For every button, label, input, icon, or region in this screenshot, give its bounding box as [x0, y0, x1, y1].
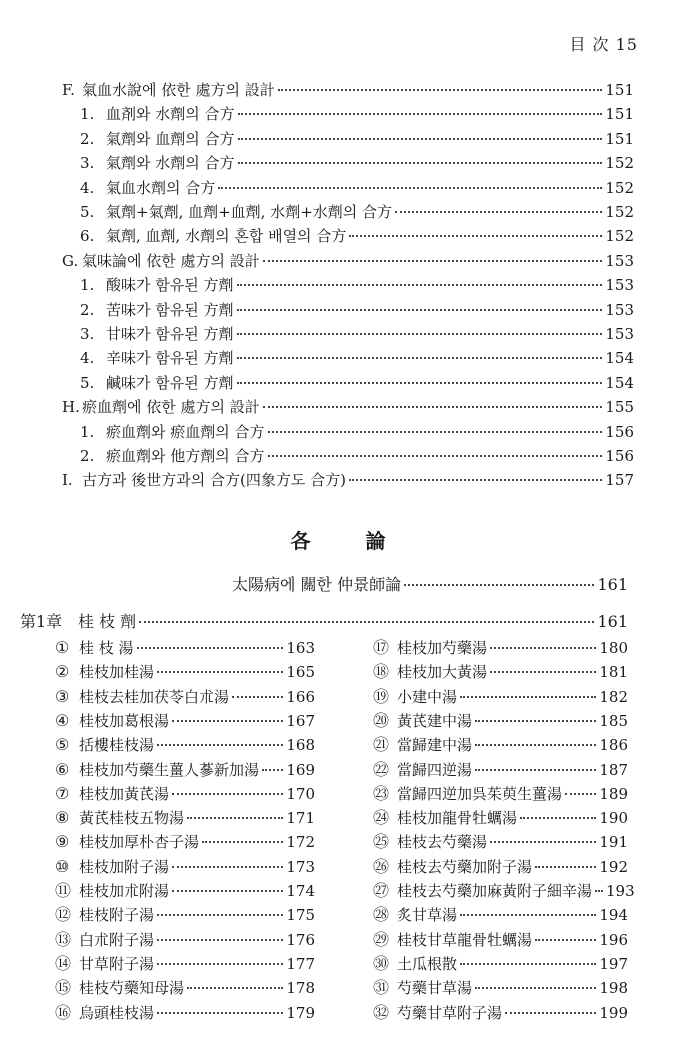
entry-number: 1.	[80, 422, 95, 441]
entry-number: 5.	[80, 203, 95, 221]
dot-leader	[237, 382, 603, 384]
entry-page: 153	[605, 251, 634, 270]
entry-label: 氣劑+氣劑, 血劑+血劑, 水劑+水劑의 合方	[106, 203, 393, 221]
entry-circled-number: ㉚	[373, 953, 390, 973]
formula-entry-row	[373, 759, 628, 781]
dot-leader	[395, 211, 602, 213]
entry-page: 169	[286, 760, 315, 779]
toc-subsection-row	[80, 225, 634, 247]
entry-page: 153	[605, 325, 634, 343]
entry-number: 5.	[80, 373, 95, 392]
entry-number: 3.	[80, 325, 95, 343]
dot-leader	[349, 479, 602, 481]
entry-circled-number: ㉜	[373, 1002, 390, 1022]
formula-entry-row	[373, 977, 628, 999]
entry-page: 196	[599, 930, 628, 949]
entry-number: G.	[62, 251, 79, 270]
entry-label: 桂枝加朮附湯	[79, 882, 170, 900]
dot-leader	[520, 817, 596, 819]
entry-number: I.	[62, 471, 73, 490]
dot-leader	[172, 720, 283, 722]
entry-label: 烏頭桂枝湯	[79, 1003, 155, 1022]
entry-label: 當歸建中湯	[397, 736, 473, 755]
dot-leader	[218, 187, 602, 189]
toc-subsection-row	[80, 323, 634, 345]
formula-entry-row	[55, 1002, 315, 1024]
entry-page: 187	[599, 760, 628, 779]
dot-leader	[535, 866, 596, 868]
formula-entry-row	[373, 880, 635, 902]
entry-page: 191	[599, 833, 628, 852]
entry-label: 桂枝加芍藥湯	[397, 639, 488, 657]
entry-label: 桂枝芍藥知母湯	[79, 979, 185, 998]
entry-page: 166	[286, 687, 315, 706]
entry-label: 當歸四逆加呉茱萸生薑湯	[397, 784, 563, 803]
formula-entry-row	[373, 807, 628, 829]
formula-entry-row	[55, 686, 315, 708]
entry-label: 桂枝甘草龍骨牡蠣湯	[397, 930, 533, 949]
toc-subsection-row	[80, 177, 634, 199]
entry-page: 165	[286, 663, 315, 682]
entry-page: 151	[605, 81, 634, 99]
formula-entry-row	[55, 783, 315, 805]
entry-circled-number: ⑮	[55, 978, 72, 998]
chapter-label: 桂 枝 劑	[78, 612, 137, 631]
entry-label: 桂枝加芍藥生薑人蔘新加湯	[79, 760, 260, 779]
entry-page: 194	[599, 906, 628, 925]
dot-leader	[262, 769, 283, 771]
entry-page: 186	[599, 736, 628, 755]
entry-page: 152	[605, 227, 634, 246]
toc-subsection-row	[80, 274, 634, 296]
dot-leader	[268, 455, 603, 457]
entry-page: 173	[286, 857, 315, 876]
entry-page: 171	[286, 809, 315, 828]
entry-number: 2.	[80, 129, 95, 148]
formula-entry-row	[373, 783, 628, 805]
formula-entry-row	[373, 734, 628, 756]
entry-page: 189	[599, 784, 628, 803]
dot-leader	[475, 769, 596, 771]
entry-page: 190	[599, 809, 628, 828]
dot-leader	[263, 406, 603, 408]
dot-leader	[460, 914, 596, 916]
entry-circled-number: ⑲	[373, 686, 390, 706]
formula-entry-row	[55, 734, 315, 756]
dot-leader	[157, 1012, 283, 1014]
entry-label: 氣血水說에 依한 處方의 設計	[82, 81, 275, 99]
chapter-page: 161	[597, 612, 628, 631]
dot-leader	[157, 744, 283, 746]
entry-circled-number: ㉕	[373, 832, 390, 852]
dot-leader	[232, 696, 283, 698]
toc-subsection-row	[80, 421, 634, 443]
formula-entry-row	[373, 1002, 628, 1024]
entry-circled-number: ⑱	[373, 662, 390, 682]
dot-leader	[475, 987, 596, 989]
entry-number: 1.	[80, 105, 95, 124]
entry-page: 193	[606, 882, 635, 900]
dot-leader	[565, 793, 596, 795]
dot-leader	[157, 671, 283, 673]
entry-page: 153	[605, 300, 634, 319]
entry-page: 174	[286, 882, 315, 900]
entry-page: 192	[599, 857, 628, 876]
dot-leader	[137, 647, 284, 649]
toc-section-row	[62, 396, 634, 418]
entry-label: 桂枝去芍藥湯	[397, 833, 488, 852]
dot-leader	[172, 890, 283, 892]
entry-page: 155	[605, 398, 634, 417]
dot-leader	[263, 260, 603, 262]
entry-page: 163	[286, 639, 315, 657]
entry-label: 桂枝加黃芪湯	[79, 784, 170, 803]
entry-label: 桂枝去桂加茯苓白朮湯	[79, 687, 230, 706]
entry-page: 156	[605, 422, 634, 441]
running-header: 目 次 15	[569, 35, 638, 54]
formula-entry-row	[373, 953, 628, 975]
formula-entry-row	[55, 977, 315, 999]
entry-label: 氣劑와 血劑의 合方	[106, 129, 235, 148]
entry-page: 185	[599, 711, 628, 730]
dot-leader	[237, 333, 603, 335]
entry-page: 177	[286, 954, 315, 973]
formula-entry-row	[373, 637, 628, 659]
entry-circled-number: ①	[55, 638, 70, 657]
entry-label: 桂枝加附子湯	[79, 857, 170, 876]
dot-leader	[349, 235, 602, 237]
entry-label: 血剤와 水劑의 合方	[106, 105, 235, 124]
chapter-row	[20, 611, 628, 633]
entry-label: 桂枝去芍藥加麻黃附子細辛湯	[397, 882, 593, 900]
formula-entry-row	[55, 637, 315, 659]
entry-label: 當歸四逆湯	[397, 760, 473, 779]
entry-page: 152	[605, 154, 634, 173]
dot-leader	[139, 621, 594, 623]
entry-page: 157	[605, 471, 634, 490]
entry-page: 153	[605, 276, 634, 295]
entry-number: 4.	[80, 349, 95, 368]
entry-label: 鹹味가 함유된 方劑	[106, 373, 234, 392]
formula-entry-row	[55, 953, 315, 975]
entry-number: 2.	[80, 300, 95, 319]
entry-label: 古方과 後世方과의 合方(四象方도 合方)	[82, 471, 346, 490]
entry-label: 桂枝去芍藥加附子湯	[397, 857, 533, 876]
entry-label: 炙甘草湯	[397, 906, 458, 925]
formula-entry-row	[55, 856, 315, 878]
entry-circled-number: ㉒	[373, 759, 390, 779]
dot-leader	[475, 720, 596, 722]
entry-circled-number: ⑪	[55, 881, 72, 900]
entry-page: 180	[599, 639, 628, 657]
formula-entry-row	[55, 710, 315, 732]
entry-page: 152	[605, 203, 634, 221]
entry-page: 178	[286, 979, 315, 998]
dot-leader	[268, 431, 603, 433]
entry-page: 172	[286, 833, 315, 852]
entry-label: 氣血水劑의 合方	[106, 178, 216, 197]
entry-circled-number: ⑫	[55, 905, 72, 925]
entry-number: H.	[62, 398, 80, 417]
entry-page: 182	[599, 687, 628, 706]
entry-page: 175	[286, 906, 315, 925]
toc-subsection-row	[80, 347, 634, 369]
entry-number: F.	[62, 81, 75, 99]
entry-label: 芍藥甘草附子湯	[397, 1003, 503, 1022]
entry-circled-number: ⑧	[55, 808, 70, 828]
formula-entry-row	[55, 759, 315, 781]
dot-leader	[202, 841, 283, 843]
dot-leader	[157, 963, 283, 965]
toc-subsection-row	[80, 201, 634, 223]
entry-label: 桂枝加葛根湯	[79, 711, 170, 730]
entry-label: 桂枝加桂湯	[79, 663, 155, 682]
entry-page: 197	[599, 954, 628, 973]
entry-label: 小建中湯	[397, 687, 458, 706]
entry-circled-number: ⑥	[55, 759, 70, 779]
entry-circled-number: ⑦	[55, 783, 70, 803]
dot-leader	[535, 939, 596, 941]
entry-page: 168	[286, 736, 315, 755]
entry-label: 氣味論에 依한 處方의 設計	[82, 251, 260, 270]
formula-entry-row	[55, 880, 315, 902]
entry-page: 154	[605, 349, 634, 368]
entry-number: 4.	[80, 178, 95, 197]
entry-circled-number: ⑰	[373, 638, 390, 657]
formula-entry-row	[55, 661, 315, 683]
part-title: 各 論	[290, 529, 410, 553]
formula-entry-row	[373, 686, 628, 708]
dot-leader	[475, 744, 596, 746]
entry-label: 土瓜根散	[397, 954, 458, 973]
entry-page: 179	[286, 1003, 315, 1022]
entry-circled-number: ㉖	[373, 856, 390, 876]
dot-leader	[187, 987, 283, 989]
chapter-number: 第1章	[20, 612, 63, 631]
dot-leader	[404, 584, 594, 586]
dot-leader	[172, 866, 283, 868]
entry-label: 苦味가 함유된 方劑	[106, 300, 234, 319]
dot-leader	[237, 357, 603, 359]
entry-label: 甘味가 함유된 方劑	[106, 325, 234, 343]
entry-label: 桂枝加大黃湯	[397, 663, 488, 682]
entry-label: 黃芪桂枝五物湯	[79, 809, 185, 828]
formula-entry-row	[55, 831, 315, 853]
toc-subsection-row	[80, 128, 634, 150]
entry-label: 白朮附子湯	[79, 930, 155, 949]
entry-circled-number: ⑬	[55, 929, 72, 949]
entry-page: 167	[286, 711, 315, 730]
entry-label: 辛味가 함유된 方劑	[106, 349, 234, 368]
dot-leader	[157, 914, 283, 916]
formula-entry-row	[373, 856, 628, 878]
entry-circled-number: ⑳	[373, 710, 390, 730]
entry-label: 甘草附子湯	[79, 954, 155, 973]
entry-page: 154	[605, 373, 634, 392]
formula-entry-row	[55, 807, 315, 829]
entry-label: 瘀血劑와 他方劑의 合方	[106, 447, 265, 465]
dot-leader	[490, 671, 596, 673]
entry-number: 1.	[80, 276, 95, 295]
dot-leader	[187, 817, 283, 819]
entry-label: 桂 枝 湯	[79, 639, 134, 657]
dot-leader	[505, 1012, 596, 1014]
entry-page: 151	[605, 105, 634, 124]
entry-label: 桂枝加厚朴杏子湯	[79, 833, 200, 852]
toc-subsection-row	[80, 152, 634, 174]
toc-subsection-row	[80, 372, 634, 394]
formula-entry-row	[373, 831, 628, 853]
subpart-page: 161	[597, 575, 628, 594]
entry-page: 156	[605, 447, 634, 465]
entry-circled-number: ㉛	[373, 978, 390, 998]
toc-section-row	[62, 469, 634, 491]
entry-label: 氣劑, 血劑, 水劑의 혼합 배열의 合方	[106, 227, 347, 246]
entry-circled-number: ㉘	[373, 905, 390, 925]
entry-circled-number: ④	[55, 710, 70, 730]
subpart-row	[232, 574, 628, 596]
entry-label: 芍藥甘草湯	[397, 979, 473, 998]
entry-circled-number: ⑯	[55, 1002, 72, 1022]
formula-entry-row	[373, 929, 628, 951]
dot-leader	[238, 113, 603, 115]
entry-label: 瘀血劑와 瘀血劑의 合方	[106, 422, 265, 441]
entry-label: 瘀血劑에 依한 處方의 設計	[82, 398, 260, 417]
toc-subsection-row	[80, 445, 634, 467]
dot-leader	[238, 138, 603, 140]
dot-leader	[490, 841, 596, 843]
formula-entry-row	[373, 904, 628, 926]
entry-label: 桂枝加龍骨牡蠣湯	[397, 809, 518, 828]
dot-leader	[172, 793, 283, 795]
formula-entry-row	[373, 710, 628, 732]
entry-circled-number: ③	[55, 686, 70, 706]
entry-circled-number: ㉑	[373, 735, 390, 755]
formula-entry-row	[373, 661, 628, 683]
entry-page: 181	[599, 663, 628, 682]
dot-leader	[460, 963, 596, 965]
entry-label: 桂枝附子湯	[79, 906, 155, 925]
entry-circled-number: ⑩	[55, 856, 70, 876]
entry-circled-number: ②	[55, 662, 70, 682]
entry-page: 199	[599, 1003, 628, 1022]
dot-leader	[238, 162, 603, 164]
dot-leader	[278, 89, 603, 91]
dot-leader	[157, 939, 283, 941]
dot-leader	[490, 647, 596, 649]
entry-circled-number: ⑤	[55, 735, 70, 755]
entry-page: 170	[286, 784, 315, 803]
toc-section-row	[62, 79, 634, 101]
entry-page: 152	[605, 178, 634, 197]
entry-page: 151	[605, 129, 634, 148]
entry-label: 酸味가 함유된 方劑	[106, 276, 234, 295]
formula-entry-row	[55, 929, 315, 951]
dot-leader	[237, 284, 603, 286]
toc-section-row	[62, 250, 634, 272]
entry-label: 括樓桂枝湯	[79, 736, 155, 755]
entry-circled-number: ㉗	[373, 881, 390, 900]
toc-subsection-row	[80, 103, 634, 125]
entry-number: 2.	[80, 447, 95, 465]
entry-number: 6.	[80, 227, 95, 246]
entry-label: 氣劑와 水劑의 合方	[106, 154, 235, 173]
dot-leader	[237, 309, 603, 311]
dot-leader	[460, 696, 596, 698]
entry-circled-number: ㉙	[373, 929, 390, 949]
entry-circled-number: ⑭	[55, 953, 72, 973]
entry-page: 176	[286, 930, 315, 949]
entry-label: 黃芪建中湯	[397, 711, 473, 730]
toc-subsection-row	[80, 299, 634, 321]
entry-circled-number: ㉔	[373, 808, 390, 828]
entry-circled-number: ㉓	[373, 783, 390, 803]
entry-circled-number: ⑨	[55, 832, 70, 852]
subpart-label: 太陽病에 關한 仲景師論	[232, 575, 402, 594]
entry-page: 198	[599, 979, 628, 998]
formula-entry-row	[55, 904, 315, 926]
entry-number: 3.	[80, 154, 95, 173]
dot-leader	[595, 890, 603, 892]
